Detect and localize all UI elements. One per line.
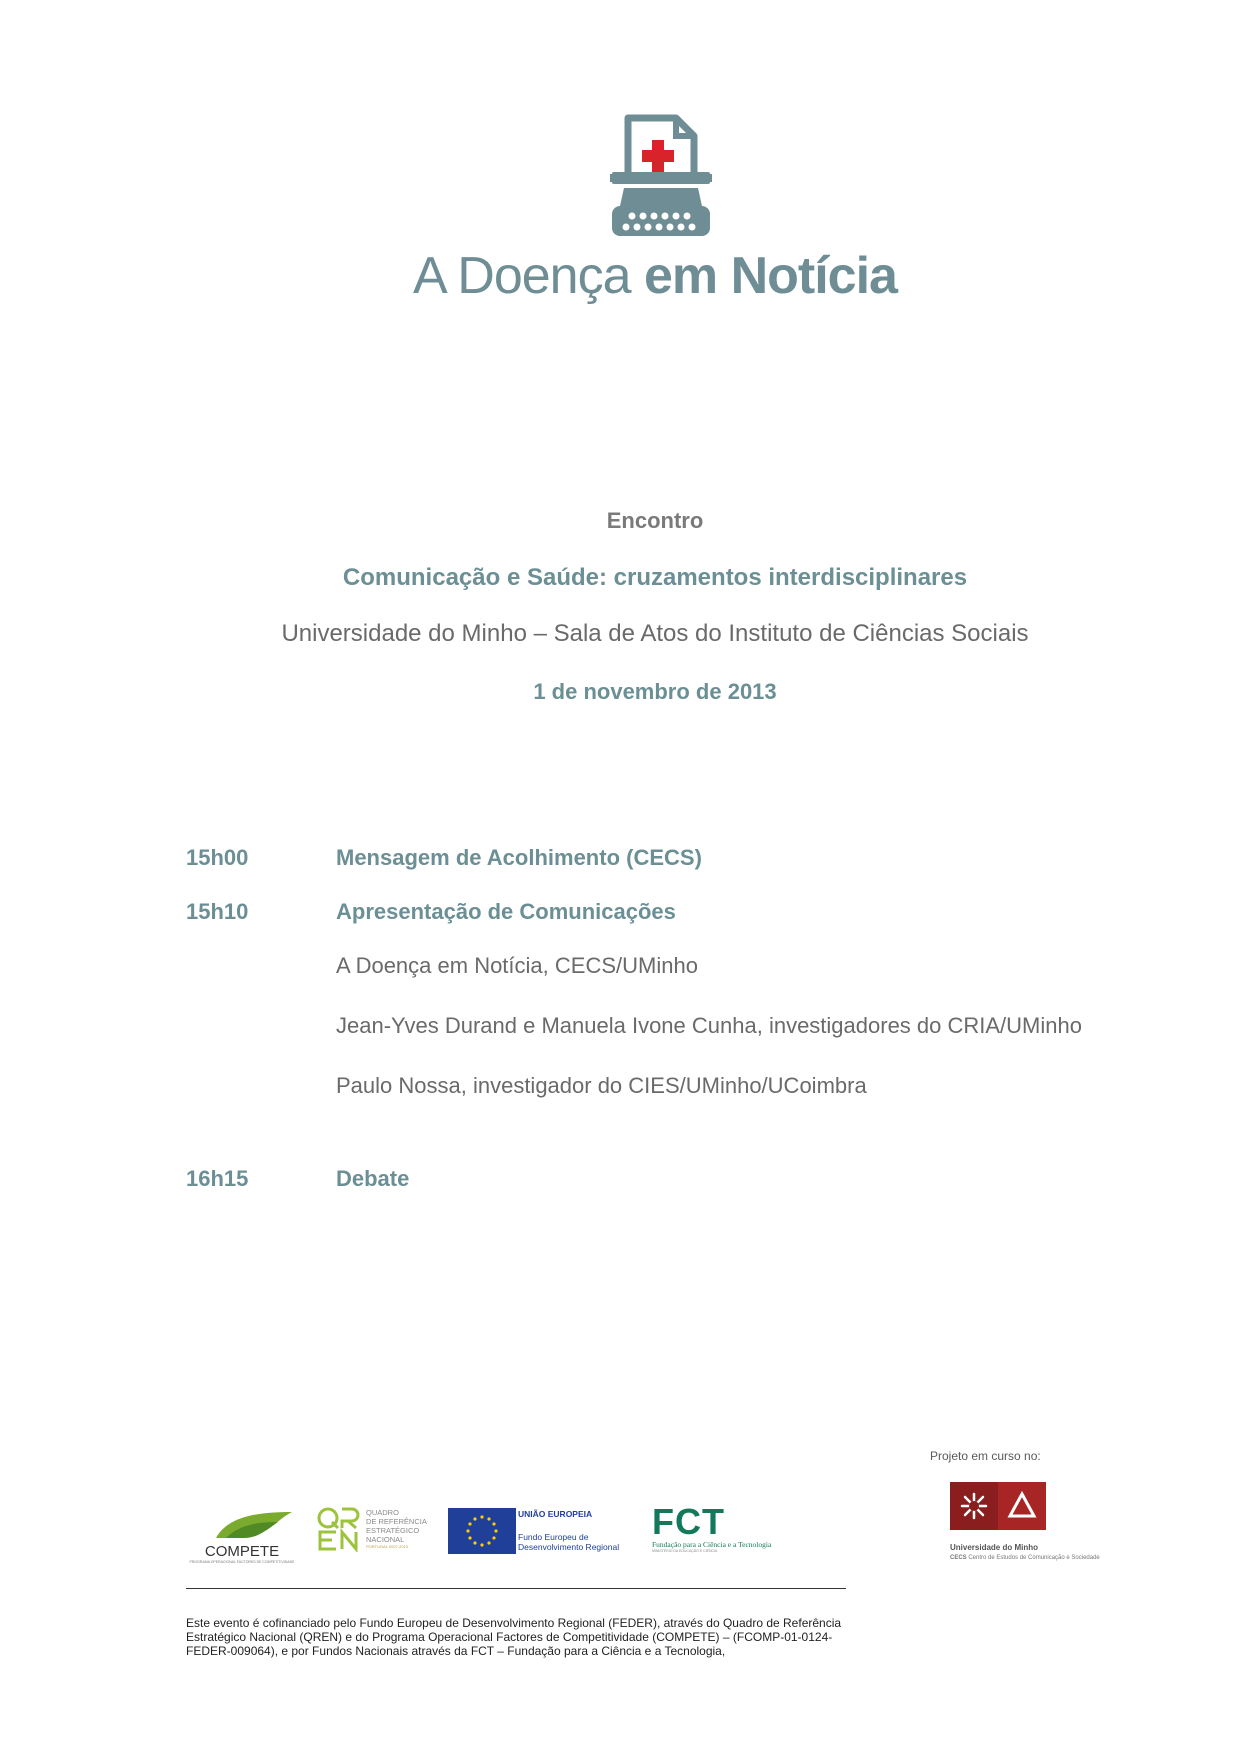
eu-flag-icon — [448, 1508, 516, 1554]
compete-leaf-icon — [188, 1510, 296, 1540]
qren-line: NACIONAL — [366, 1535, 405, 1544]
eu-fund-line: Fundo Europeu de — [518, 1532, 589, 1542]
program-item-title: Apresentação de Comunicações — [336, 899, 676, 924]
uminho-name: Universidade do Minho — [950, 1543, 1039, 1552]
fct-sub: Fundação para a Ciência e a Tecnologia — [652, 1540, 772, 1549]
fct-name: FCT — [652, 1501, 725, 1542]
program-speaker: A Doença em Notícia, CECS/UMinho — [336, 953, 698, 978]
eu-feder-logo — [448, 1508, 638, 1556]
program-time: 16h15 — [186, 1166, 249, 1191]
program-speaker: Paulo Nossa, investigador do CIES/UMinho/UCoimbra — [336, 1073, 867, 1098]
qren-logo — [316, 1506, 428, 1558]
uminho-cecs-logo — [950, 1482, 1100, 1570]
cecs-full-name: Centro de Estudos de Comunicação e Sociedade — [968, 1555, 1100, 1561]
qren-sub: PORTUGAL 2007-2013 — [366, 1544, 409, 1549]
fct-ministry: MINISTÉRIO DA EDUCAÇÃO E CIÊNCIA — [652, 1549, 718, 1553]
eu-fund-line: Desenvolvimento Regional — [518, 1542, 620, 1552]
qren-mark-icon — [316, 1506, 362, 1552]
fct-logo — [652, 1501, 800, 1553]
uminho-emblem-icon — [950, 1482, 1046, 1530]
event-venue: Universidade do Minho – Sala de Atos do Instituto de Ciências Sociais — [281, 620, 1029, 647]
eu-title: UNIÃO EUROPEIA — [518, 1509, 593, 1519]
event-title: Comunicação e Saúde: cruzamentos interdisciplinares — [342, 564, 968, 591]
funding-note: Este evento é cofinanciado pelo Fundo Europeu de Desenvolvimento Regional (FEDER), através do Quadro de Referência Estratégico Nacional (QREN) e do Programa Operacional Factores de Competitividade (COMPETE) – (FCOMP-01-0124-FEDER-009064), e por Fundos Nacionais através da FCT – Fundação para a Ciência e a Tecnologia, — [186, 1616, 842, 1658]
program-speaker: Jean-Yves Durand e Manuela Ivone Cunha, investigadores do CRIA/UMinho — [336, 1013, 1082, 1038]
project-title-light: A Doença — [413, 247, 644, 305]
project-title-bold: em Notícia — [643, 247, 897, 305]
project-host-label: Projeto em curso no: — [930, 1449, 1041, 1463]
compete-logo — [188, 1510, 296, 1566]
qren-line: DE REFERÊNCIA — [366, 1517, 427, 1526]
program-item-title: Debate — [336, 1166, 410, 1191]
compete-name: COMPETE — [204, 1543, 280, 1560]
compete-sub: PROGRAMA OPERACIONAL FACTORES DE COMPETITIVIDADE — [189, 1560, 295, 1564]
program-time: 15h10 — [186, 899, 249, 924]
event-type: Encontro — [606, 508, 704, 533]
program-item-title: Mensagem de Acolhimento (CECS) — [336, 845, 702, 870]
event-date: 1 de novembro de 2013 — [533, 679, 777, 704]
footer-divider — [186, 1588, 846, 1589]
program-time: 15h00 — [186, 845, 249, 870]
project-title — [0, 246, 1240, 306]
qren-line: QUADRO — [366, 1508, 399, 1517]
cecs-name: CECS — [950, 1555, 967, 1561]
typewriter-medical-icon — [610, 114, 712, 240]
qren-line: ESTRATÉGICO — [366, 1526, 420, 1535]
